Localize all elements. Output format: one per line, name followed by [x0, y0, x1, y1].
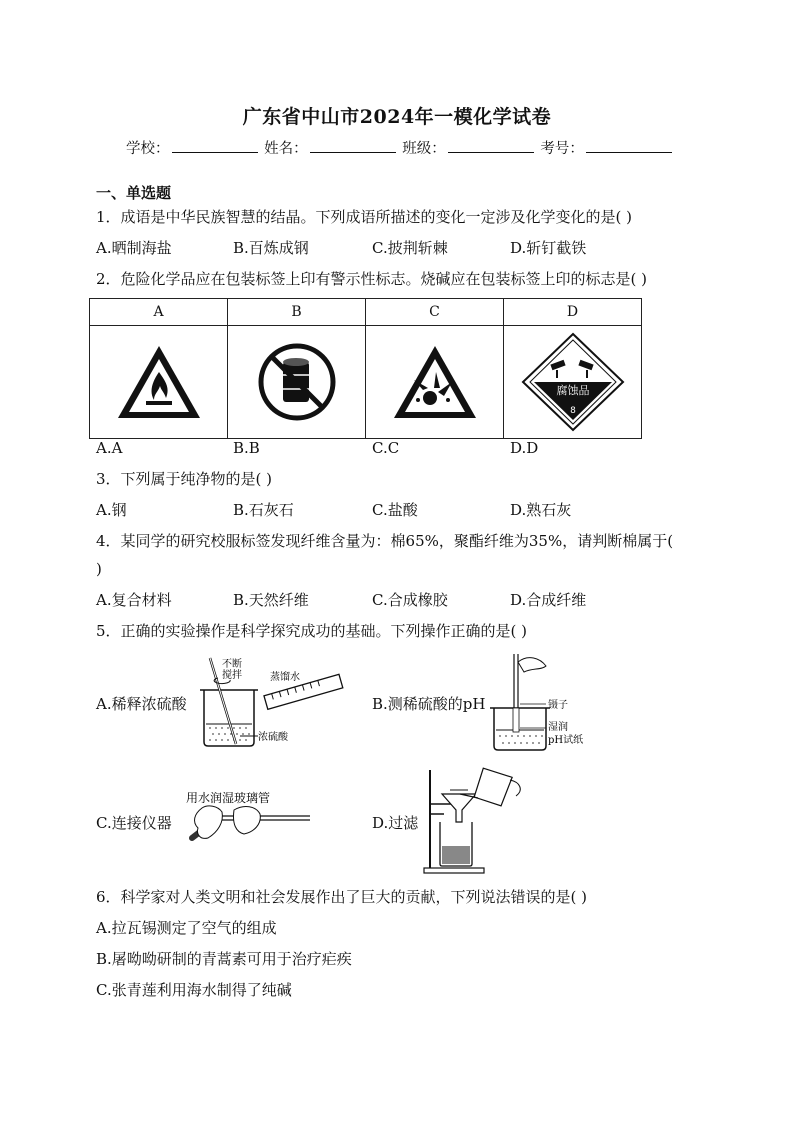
table-header-a: A: [90, 299, 228, 326]
class-label: 班级：: [402, 141, 446, 157]
tweezers-label: 镊子: [548, 700, 568, 711]
question-1-stem: 1．成语是中华民族智慧的结晶。下列成语所描述的变化一定涉及化学变化的是( ): [96, 208, 633, 226]
q6-option-c: C.张青莲利用海水制得了纯碱: [96, 981, 292, 999]
question-2-stem: 2．危险化学品应在包装标签上印有警示性标志。烧碱应在包装标签上印的标志是( ): [96, 270, 648, 288]
ph-test-figure: [488, 648, 598, 752]
question-4-stem-continued: ): [96, 560, 102, 578]
number-blank[interactable]: [586, 138, 672, 153]
q3-option-b: B.石灰石: [233, 501, 294, 519]
stir-label-1: 不断: [222, 659, 242, 670]
q6-option-b: B.屠呦呦研制的青蒿素可用于治疗疟疾: [96, 950, 352, 968]
school-blank[interactable]: [172, 138, 258, 153]
q4-option-c: C.合成橡胶: [372, 591, 448, 609]
q5-option-d-label: D.过滤: [372, 814, 419, 832]
connect-apparatus-figure: [174, 788, 314, 850]
stir-label-2: 搅拌: [222, 670, 242, 681]
q1-option-a: A.晒制海盐: [96, 239, 172, 257]
q3-option-c: C.盐酸: [372, 501, 418, 519]
question-3-stem: 3．下列属于纯净物的是( ): [96, 470, 273, 488]
question-4-stem: 4．某同学的研究校服标签发现纤维含量为：棉65%，聚酯纤维为35%，请判断棉属于(: [96, 532, 674, 550]
corrosive-warning-icon: [521, 332, 625, 432]
corrosive-class-number: 8: [569, 406, 576, 416]
class-blank[interactable]: [448, 138, 534, 153]
q6-option-a: A.拉瓦锡测定了空气的组成: [96, 919, 277, 937]
q4-option-b: B.天然纤维: [233, 591, 309, 609]
school-label: 学校：: [126, 141, 170, 157]
table-header-b: B: [228, 299, 366, 326]
no-drum-sign-cell: [228, 326, 366, 439]
section-heading: 一、单选题: [96, 184, 172, 202]
corrosive-label: 腐蚀品: [556, 384, 589, 397]
q5-option-c-label: C.连接仪器: [96, 814, 172, 832]
explosive-warning-icon: [390, 342, 480, 422]
name-label: 姓名：: [264, 141, 308, 157]
wet-glass-tube-caption: 用水润湿玻璃管: [186, 791, 271, 805]
q2-option-c: C.C: [372, 439, 400, 457]
distilled-water-label: 蒸馏水: [270, 672, 300, 683]
question-6-stem: 6．科学家对人类文明和社会发展作出了巨大的贡献，下列说法错误的是( ): [96, 888, 588, 906]
number-label: 考号：: [540, 141, 584, 157]
wet-label: 湿润: [548, 722, 568, 733]
q3-option-a: A.钢: [96, 501, 127, 519]
student-info-line: [126, 137, 674, 158]
concentrated-acid-label: 浓硫酸: [258, 732, 288, 743]
q3-option-d: D.熟石灰: [510, 501, 572, 519]
dilute-acid-figure: [196, 654, 346, 750]
q5-option-a-label: A.稀释浓硫酸: [96, 695, 187, 713]
ph-paper-label: pH试纸: [548, 735, 584, 746]
question-5-stem: 5．正确的实验操作是科学探究成功的基础。下列操作正确的是( ): [96, 622, 528, 640]
exam-title: 广东省中山市2024年一模化学试卷: [242, 106, 552, 128]
q2-option-d: D.D: [510, 439, 539, 457]
prohibited-barrel-icon: [255, 340, 339, 424]
flammable-warning-icon: [114, 342, 204, 422]
q1-option-c: C.披荆斩棘: [372, 239, 448, 257]
table-header-d: D: [504, 299, 642, 326]
q5-option-b-label: B.测稀硫酸的pH: [372, 695, 486, 713]
corrosive-sign-cell: [504, 326, 642, 439]
q2-option-a: A.A: [96, 439, 123, 457]
table-header-c: C: [366, 299, 504, 326]
q1-option-b: B.百炼成钢: [233, 239, 309, 257]
q2-option-b: B.B: [233, 439, 260, 457]
explosive-sign-cell: [366, 326, 504, 439]
name-blank[interactable]: [310, 138, 396, 153]
q4-option-a: A.复合材料: [96, 591, 172, 609]
filtration-figure: [420, 764, 532, 876]
q1-option-d: D.斩钉截铁: [510, 239, 587, 257]
q4-option-d: D.合成纤维: [510, 591, 587, 609]
hazard-sign-table: [89, 298, 642, 439]
flammable-sign-cell: [90, 326, 228, 439]
